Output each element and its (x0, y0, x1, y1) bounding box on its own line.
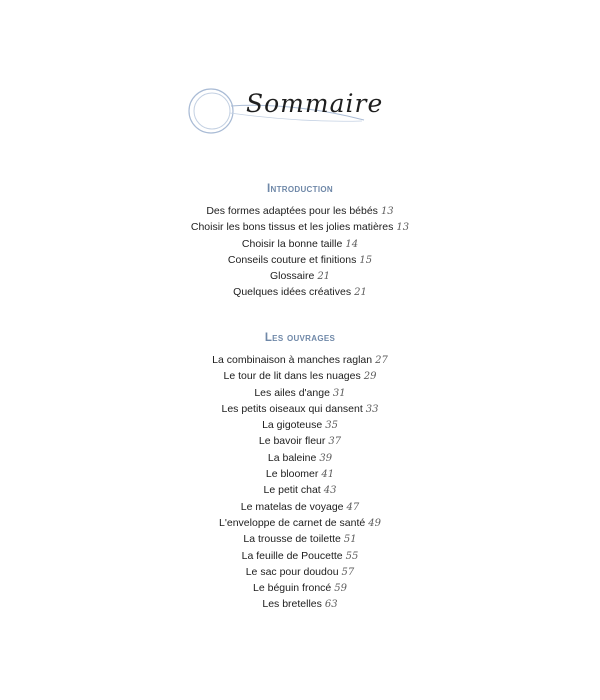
entry-label: La gigoteuse (262, 419, 323, 432)
title-block (186, 86, 384, 138)
page-number: 31 (332, 387, 346, 399)
entry-label: Le bavoir fleur (258, 435, 326, 448)
page-number: 37 (328, 436, 342, 448)
page-title: Sommaire (246, 89, 384, 118)
toc-entry[interactable] (0, 548, 600, 564)
page-number: 29 (363, 371, 377, 383)
toc-entry[interactable] (0, 433, 600, 449)
toc-entry[interactable] (0, 580, 600, 596)
toc-entry[interactable] (0, 385, 600, 401)
entry-label: Glossaire (269, 270, 315, 283)
entry-label: La baleine (267, 451, 317, 464)
toc-entry[interactable] (0, 531, 600, 547)
toc-entry[interactable] (0, 450, 600, 466)
page-number: 47 (346, 501, 360, 513)
page-number: 35 (325, 420, 338, 432)
page-number: 59 (334, 583, 347, 595)
page-number: 39 (319, 452, 333, 464)
page-number: 33 (365, 403, 379, 415)
entry-label: Le matelas de voyage (240, 500, 344, 513)
entry-label: Le bloomer (265, 468, 319, 481)
toc-entry[interactable] (0, 368, 600, 384)
entry-label: La combinaison à manches raglan (212, 354, 373, 366)
toc-entry[interactable] (0, 401, 600, 417)
toc-entry[interactable] (0, 596, 600, 612)
entry-label: Conseils couture et finitions (227, 253, 357, 266)
toc-entry[interactable] (0, 564, 600, 580)
entry-label: Des formes adaptées pour les bébés (206, 205, 378, 217)
toc-entry[interactable] (0, 499, 600, 515)
page-number: 49 (368, 517, 381, 529)
page-number: 41 (321, 469, 335, 481)
page-number: 21 (317, 271, 331, 283)
entry-label: Les petits oiseaux qui dansent (221, 402, 363, 415)
entry-label: La feuille de Poucette (241, 549, 343, 562)
entry-label: L'enveloppe de carnet de santé (219, 516, 366, 529)
section-introduction (0, 181, 600, 301)
toc-entry[interactable] (0, 203, 600, 219)
entry-label: Le tour de lit dans les nuages (223, 370, 361, 383)
entry-label: Les bretelles (262, 598, 322, 611)
page-number: 14 (345, 238, 359, 250)
section-heading: Les ouvrages (264, 332, 336, 344)
toc-entry[interactable] (0, 219, 600, 235)
toc-entry[interactable] (0, 268, 600, 284)
entry-label: Le sac pour doudou (245, 565, 339, 578)
toc-entry[interactable] (0, 417, 600, 433)
page-number: 55 (345, 550, 359, 562)
entry-label: La trousse de toilette (243, 533, 341, 546)
toc-entry[interactable] (0, 515, 600, 531)
toc-entry[interactable] (0, 352, 600, 368)
page-number: 27 (375, 355, 388, 366)
page-number: 15 (359, 254, 373, 266)
entry-label: Le petit chat (263, 484, 321, 497)
page-number: 57 (341, 566, 355, 578)
page-number: 13 (380, 206, 394, 217)
page-number: 13 (396, 222, 410, 234)
entry-label: Choisir les bons tissus et les jolies matières (190, 221, 394, 234)
entry-label: Choisir la bonne taille (241, 237, 343, 250)
section-les-ouvrages (0, 330, 600, 613)
toc-entry[interactable] (0, 236, 600, 252)
entry-label: Le béguin froncé (253, 582, 332, 595)
toc-entry[interactable] (0, 252, 600, 268)
page-number: 63 (324, 599, 338, 611)
entry-label: Quelques idées créatives (233, 286, 352, 299)
toc-entry[interactable] (0, 284, 600, 300)
section-heading: Introduction (267, 183, 333, 195)
entry-label: Les ailes d'ange (254, 386, 330, 399)
toc-entry[interactable] (0, 466, 600, 482)
toc-entry[interactable] (0, 482, 600, 498)
page-number: 43 (323, 485, 337, 497)
page-number: 21 (354, 287, 367, 299)
page-number: 51 (343, 534, 357, 546)
